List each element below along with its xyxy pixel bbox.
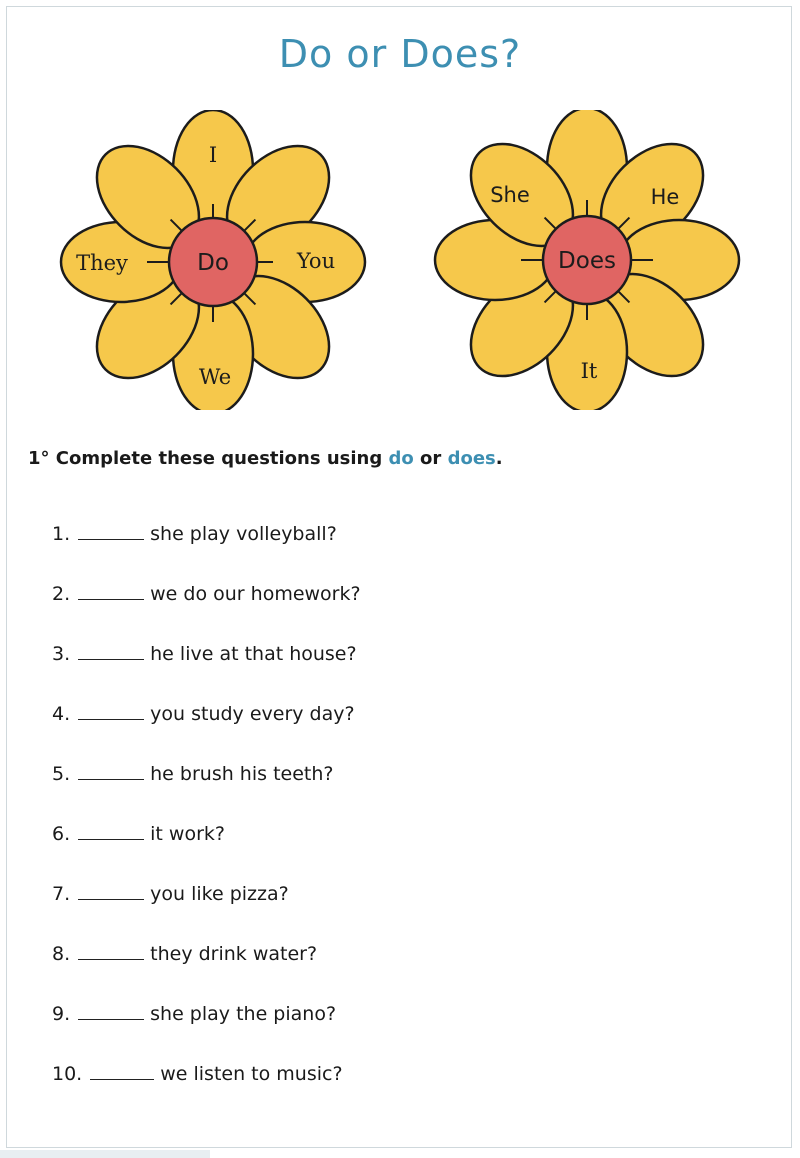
petal-label-they: They [76, 251, 128, 275]
petal-label-we: We [198, 365, 232, 389]
answer-blank[interactable] [78, 718, 144, 720]
answer-blank[interactable] [78, 838, 144, 840]
petal-label-he: He [650, 185, 680, 209]
answer-blank[interactable] [90, 1078, 154, 1080]
instruction-period: . [495, 448, 503, 469]
question-item [52, 823, 225, 845]
question-text: we listen to music? [160, 1063, 343, 1085]
exercise-instruction [28, 448, 503, 469]
petal-label-she: She [490, 183, 530, 207]
question-item [52, 523, 337, 545]
question-text: he live at that house? [150, 643, 357, 665]
answer-blank[interactable] [78, 598, 144, 600]
question-number: 3. [52, 643, 71, 665]
answer-blank[interactable] [78, 958, 144, 960]
question-item [52, 583, 361, 605]
instruction-word-does: does [447, 448, 496, 469]
question-text: it work? [150, 823, 225, 845]
question-text: she play volleyball? [150, 523, 337, 545]
question-item [52, 763, 333, 785]
answer-blank[interactable] [78, 658, 144, 660]
question-item [52, 643, 357, 665]
question-number: 9. [52, 1003, 71, 1025]
answer-blank[interactable] [78, 778, 144, 780]
question-number: 5. [52, 763, 71, 785]
page-title: Do or Does? [278, 32, 522, 76]
answer-blank[interactable] [78, 1018, 144, 1020]
flower-illustrations [0, 110, 800, 410]
petal-label-i: I [208, 143, 218, 167]
question-text: he brush his teeth? [150, 763, 334, 785]
flower-does-center-label: Does [558, 248, 616, 274]
question-text: you study every day? [150, 703, 355, 725]
instruction-text: 1° Complete these questions using [28, 448, 389, 469]
question-item [52, 943, 317, 965]
footer-strip [0, 1150, 210, 1158]
question-number: 1. [52, 523, 71, 545]
question-text: you like pizza? [150, 883, 289, 905]
flower-do [61, 110, 365, 410]
question-item [52, 1063, 343, 1085]
answer-blank[interactable] [78, 898, 144, 900]
question-item [52, 703, 355, 725]
question-number: 2. [52, 583, 71, 605]
question-item [52, 883, 289, 905]
petal-label-it: It [580, 359, 598, 383]
question-text: they drink water? [150, 943, 318, 965]
question-item [52, 1003, 336, 1025]
question-text: she play the piano? [150, 1003, 337, 1025]
flower-does [435, 110, 739, 410]
petal-label-you: You [296, 249, 336, 273]
instruction-or: or [413, 448, 448, 469]
question-number: 7. [52, 883, 71, 905]
question-text: we do our homework? [150, 583, 361, 605]
flower-do-center-label: Do [197, 250, 229, 276]
question-number: 4. [52, 703, 71, 725]
instruction-word-do: do [388, 448, 414, 469]
question-number: 8. [52, 943, 71, 965]
answer-blank[interactable] [78, 538, 144, 540]
question-number: 10. [52, 1063, 83, 1085]
question-number: 6. [52, 823, 71, 845]
